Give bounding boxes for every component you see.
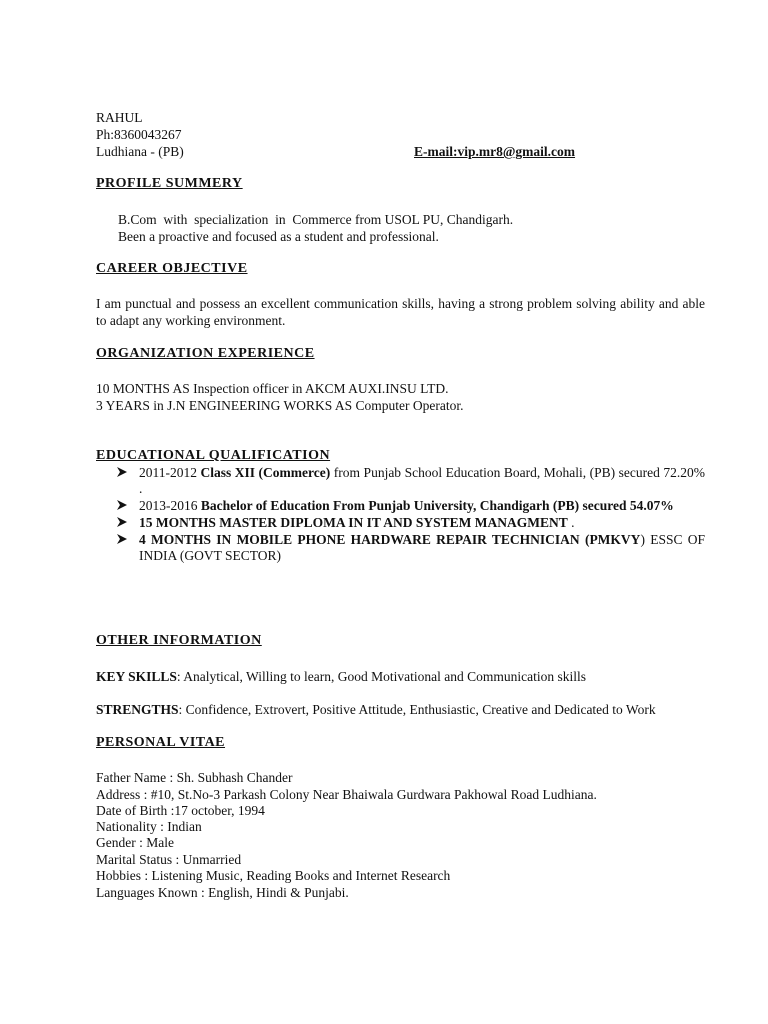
date-of-birth: Date of Birth :17 october, 1994 — [96, 803, 265, 818]
education-item-years: 2011-2012 — [139, 465, 201, 480]
education-item-detail: ) ESSC OF INDIA (GOVT SECTOR) — [139, 532, 705, 563]
education-item — [116, 498, 705, 514]
education-item-detail: from Punjab School Education Board, Mohali, (PB) secured 72.20% . — [139, 465, 705, 496]
experience-line-2: 3 YEARS in J.N ENGINEERING WORKS AS Computer Operator. — [96, 398, 464, 413]
city-location: Ludhiana - (PB) — [96, 144, 184, 159]
father-name: Father Name : Sh. Subhash Chander — [96, 770, 293, 785]
education-item-title: 4 MONTHS IN MOBILE PHONE HARDWARE REPAIR TECHNICIAN (PMKVY — [139, 532, 641, 547]
strengths-label: STRENGTHS — [96, 702, 179, 717]
profile-line-1: B.Com with specialization in Commerce from USOL PU, Chandigarh. — [118, 212, 514, 227]
profile-summary-heading: PROFILE SUMMERY — [96, 176, 243, 191]
strengths-text: : Confidence, Extrovert, Positive Attitude, Enthusiastic, Creative and Dedicated to Work — [178, 702, 656, 717]
candidate-name: RAHUL — [96, 110, 143, 125]
experience-heading: ORGANIZATION EXPERIENCE — [96, 346, 315, 361]
education-item — [116, 515, 705, 531]
education-item-title: 15 MONTHS MASTER DIPLOMA IN IT AND SYSTEM MANAGMENT — [139, 515, 568, 530]
experience-line-1: 10 MONTHS AS Inspection officer in AKCM AUXI.INSU LTD. — [96, 381, 449, 396]
education-item — [116, 465, 705, 497]
arrow-bullet-icon — [116, 499, 128, 511]
key-skills-label: KEY SKILLS — [96, 669, 177, 684]
education-heading: EDUCATIONAL QUALIFICATION — [96, 448, 331, 463]
email-address[interactable]: E-mail:vip.mr8@gmail.com — [414, 144, 576, 159]
key-skills — [96, 668, 586, 685]
education-item-title: Bachelor of Education From Punjab University, Chandigarh (PB) secured 54.07% — [200, 498, 674, 513]
education-item-title: Class XII (Commerce) — [200, 465, 331, 480]
education-item-years: 2013-2016 — [139, 498, 201, 513]
nationality: Nationality : Indian — [96, 819, 202, 834]
education-item — [116, 532, 705, 564]
phone-number: Ph:8360043267 — [96, 127, 182, 142]
strengths — [96, 701, 656, 718]
career-objective-heading: CAREER OBJECTIVE — [96, 261, 248, 276]
hobbies: Hobbies : Listening Music, Reading Books and Internet Research — [96, 868, 451, 883]
arrow-bullet-icon — [116, 516, 128, 528]
other-information-heading: OTHER INFORMATION — [96, 633, 262, 648]
profile-line-2: Been a proactive and focused as a student and professional. — [118, 229, 439, 244]
languages-known: Languages Known : English, Hindi & Punjabi. — [96, 885, 349, 900]
key-skills-text: : Analytical, Willing to learn, Good Motivational and Communication skills — [176, 669, 586, 684]
address: Address : #10, St.No-3 Parkash Colony Near Bhaiwala Gurdwara Pakhowal Road Ludhiana. — [96, 787, 597, 802]
marital-status: Marital Status : Unmarried — [96, 852, 242, 867]
education-item-detail: . — [567, 515, 575, 530]
arrow-bullet-icon — [116, 533, 128, 545]
arrow-bullet-icon — [116, 466, 128, 478]
career-objective-text: I am punctual and possess an excellent communication skills, having a strong problem solving ability and able to adapt any working environment. — [96, 296, 705, 328]
personal-vitae-heading: PERSONAL VITAE — [96, 735, 226, 750]
gender: Gender : Male — [96, 835, 174, 850]
